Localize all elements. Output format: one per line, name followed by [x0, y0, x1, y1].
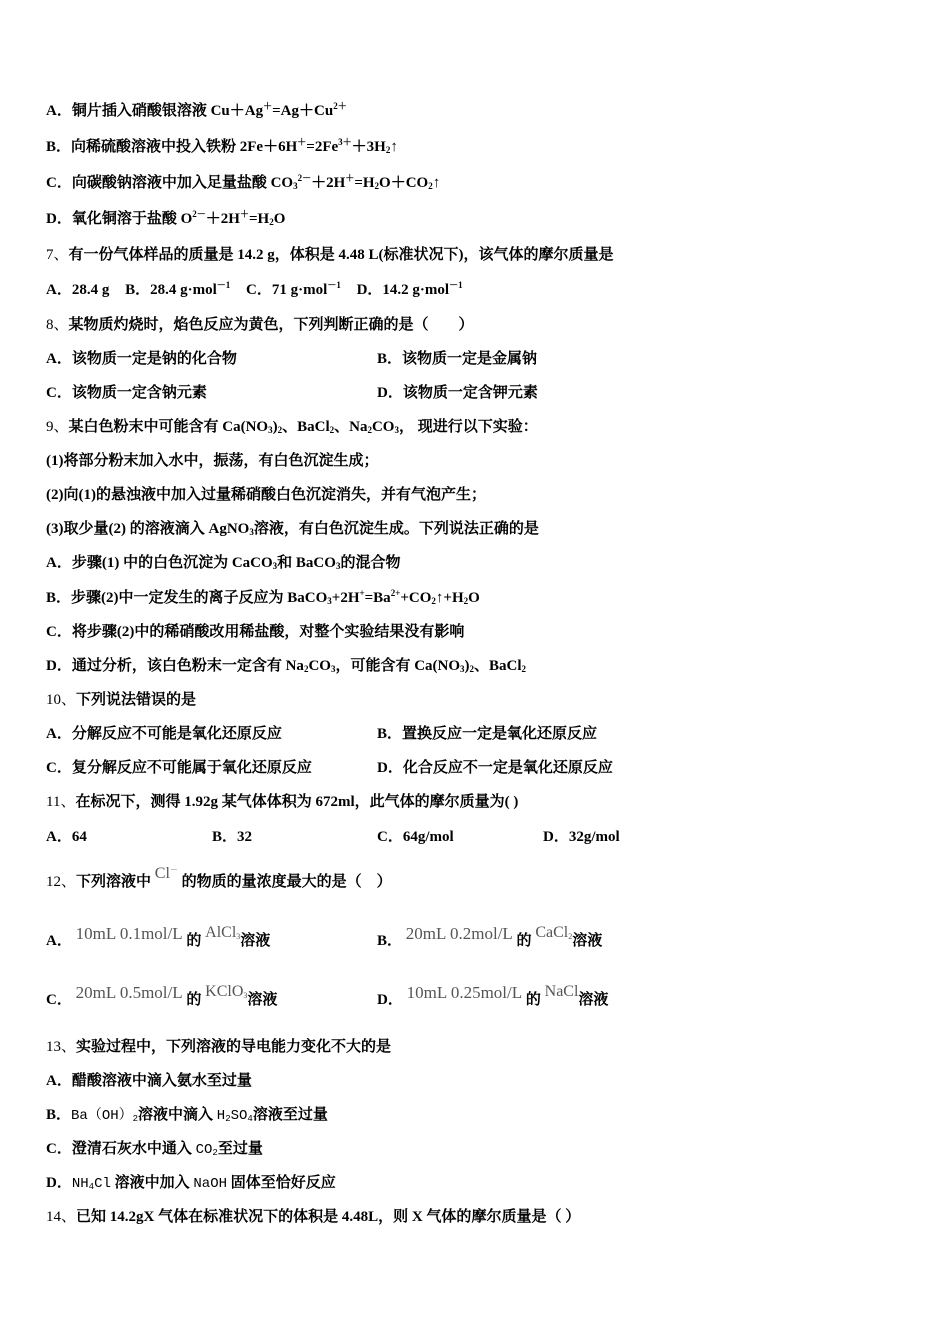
option-letter: C． — [46, 385, 72, 401]
subscript: 3 — [243, 991, 248, 1000]
q11-stem — [46, 792, 518, 812]
step-text: 溶液，有白色沉淀生成。下列说法正确的是 — [253, 521, 539, 537]
option-text: 溶液中加入 — [110, 1175, 194, 1191]
subscript: 2 — [568, 932, 573, 941]
option-text: =Ba — [364, 590, 391, 606]
subscript: 2 — [132, 1114, 139, 1124]
q9-step-1: (1)将部分粉末加入水中，振荡，有白色沉淀生成； — [46, 453, 379, 469]
q12-stem — [46, 865, 392, 892]
question-text: 已知 14.2gX 气体在标准状况下的体积是 4.48L，则 X 气体的摩尔质量是（ ） — [76, 1209, 581, 1225]
q8-stem — [46, 315, 474, 335]
superscript: ＋ — [345, 173, 355, 183]
option-text: ↑ — [432, 175, 441, 191]
option-letter: A． — [46, 103, 72, 119]
q9-step-2: (2)向(1)的悬浊液中加入过量稀硝酸白色沉淀消失，并有气泡产生； — [46, 487, 486, 503]
option-letter: D． — [46, 658, 72, 674]
option-text: 将步骤(2)中的稀硝酸改用稀盐酸，对整个实验结果没有影响 — [71, 624, 465, 640]
superscript: 2－ — [192, 209, 206, 219]
question-number: 8、 — [46, 317, 69, 333]
formula-text: AlCl — [205, 924, 237, 941]
option-text: 至过量 — [217, 1141, 263, 1157]
option-letter: B． — [46, 1107, 72, 1123]
q9-step-3 — [46, 519, 539, 539]
subscript: 3 — [268, 425, 273, 435]
option-letter: A． — [46, 282, 72, 298]
option-letter: C． — [46, 175, 72, 191]
q7-option-a — [46, 282, 109, 298]
question-number: 11、 — [46, 794, 76, 810]
q12-option-b — [377, 924, 603, 951]
option-letter: D． — [377, 992, 403, 1008]
q6-option-a — [46, 101, 347, 121]
superscript: ＋ — [239, 209, 249, 219]
subscript: 3 — [249, 527, 254, 537]
subscript: 4 — [247, 1114, 253, 1124]
q9-option-b — [46, 588, 480, 608]
q10-option-c — [46, 758, 312, 778]
subscript: 2 — [374, 181, 380, 191]
option-text: 步骤(1) 中的白色沉淀为 CaCO — [71, 555, 273, 571]
option-text: 的 — [186, 992, 202, 1008]
option-text: 溶液 — [572, 933, 603, 949]
option-text: ) — [464, 658, 470, 674]
option-text: 该物质一定是钠的化合物 — [71, 351, 237, 367]
option-formula — [205, 983, 247, 1000]
option-text: 分解反应不可能是氧化还原反应 — [71, 726, 282, 742]
option-letter: A． — [46, 933, 72, 949]
option-text: 复分解反应不可能属于氧化还原反应 — [71, 760, 312, 776]
option-amount: 10mL 0.1mol/L — [75, 924, 183, 943]
q8-option-c — [46, 383, 207, 403]
formula-text: KClO — [205, 983, 244, 1000]
option-text: 、BaCl — [474, 658, 522, 674]
superscript: ＋ — [263, 101, 273, 111]
option-text: 向稀硫酸溶液中投入铁粉 2Fe＋6H — [71, 139, 298, 155]
option-text: =2Fe — [306, 139, 339, 155]
option-text: O＋CO — [379, 175, 429, 191]
question-text: ) — [272, 419, 278, 435]
q13-option-a — [46, 1071, 252, 1091]
q10-option-a — [46, 724, 282, 744]
formula-text: NaOH — [193, 1176, 227, 1192]
option-text: +CO — [400, 590, 432, 606]
question-number: 9、 — [46, 419, 69, 435]
option-text: 的 — [186, 933, 202, 949]
option-formula — [205, 924, 240, 941]
q7-option-b — [125, 282, 230, 298]
option-text: ＋3H — [351, 139, 386, 155]
option-text: 澄清石灰水中通入 — [71, 1141, 196, 1157]
subscript: 2 — [212, 1148, 218, 1158]
superscript: + — [359, 588, 365, 598]
option-letter: A． — [46, 351, 72, 367]
formula-text: H — [216, 1108, 226, 1124]
subscript: 4 — [88, 1182, 95, 1192]
option-text: 氧化铜溶于盐酸 O — [71, 211, 193, 227]
option-text: 固体至恰好反应 — [227, 1175, 336, 1191]
q6-option-c — [46, 173, 440, 193]
option-text: 和 BaCO — [277, 555, 336, 571]
q8-option-a — [46, 349, 237, 369]
formula-text: Ba（OH） — [71, 1108, 133, 1124]
option-letter: D． — [356, 282, 383, 298]
option-text: 14.2 g·mol — [382, 282, 450, 298]
option-letter: D． — [46, 1175, 72, 1191]
subscript: 2 — [277, 425, 283, 435]
option-letter: B． — [377, 933, 403, 949]
q12-option-a — [46, 924, 271, 951]
superscript: － — [169, 865, 178, 874]
option-text: 的 — [525, 992, 541, 1008]
subscript: 2 — [329, 425, 335, 435]
option-formula — [545, 983, 579, 1000]
option-text: +2H — [331, 590, 360, 606]
option-text: O — [273, 211, 286, 227]
question-text: 、BaCl — [282, 419, 330, 435]
option-text: ＋2H — [205, 211, 240, 227]
option-letter: C． — [46, 992, 72, 1008]
question-text: 下列溶液中 — [76, 874, 152, 890]
option-text: 28.4 g·mol — [150, 282, 217, 298]
formula-text: NaCl — [544, 983, 579, 1000]
q8-option-d — [377, 383, 538, 403]
formula-text: CO — [195, 1142, 213, 1158]
option-text: 铜片插入硝酸银溶液 Cu＋Ag — [71, 103, 264, 119]
option-text: 该物质一定是金属钠 — [402, 351, 538, 367]
q13-option-c — [46, 1139, 263, 1160]
superscript: 2+ — [390, 588, 401, 598]
option-text: 溶液 — [578, 992, 609, 1008]
q12-option-d — [377, 983, 609, 1010]
subscript: 2 — [269, 217, 274, 227]
option-letter: A． — [46, 726, 72, 742]
subscript: 3 — [330, 664, 336, 674]
option-letter: B． — [46, 590, 72, 606]
subscript: 3 — [460, 664, 465, 674]
option-text: ↑ — [390, 139, 398, 155]
option-letter: A． — [46, 555, 72, 571]
subscript: 2 — [367, 425, 372, 435]
q10-option-b — [377, 724, 597, 744]
option-text: ↑+H — [435, 590, 464, 606]
q13-option-b — [46, 1105, 328, 1126]
q11-option-d — [543, 827, 620, 847]
option-letter: A． — [46, 829, 72, 845]
option-letter: B． — [377, 726, 403, 742]
option-letter: C． — [46, 1141, 72, 1157]
option-text: 化合反应不一定是氧化还原反应 — [402, 760, 613, 776]
q11-option-b — [212, 827, 252, 847]
option-text: 溶液 — [247, 992, 278, 1008]
option-formula — [535, 924, 572, 941]
option-text: 向碳酸钠溶液中加入足量盐酸 CO — [71, 175, 294, 191]
option-text: ＋2H — [311, 175, 346, 191]
q11-option-a — [46, 827, 87, 847]
option-text: 的 — [516, 933, 532, 949]
option-text: =Ag＋Cu — [272, 103, 334, 119]
subscript: 2 — [303, 664, 309, 674]
q6-option-b — [46, 137, 398, 157]
formula-text: CaCl — [535, 924, 569, 941]
option-text: 步骤(2)中一定发生的离子反应为 BaCO — [71, 590, 328, 606]
question-number: 14、 — [46, 1209, 77, 1225]
option-letter: B． — [125, 282, 151, 298]
subscript: 2 — [431, 596, 436, 606]
ion-symbol: Cl — [154, 865, 170, 882]
option-text: ，可能含有 Ca(NO — [335, 658, 461, 674]
chloride-ion-formula — [155, 865, 178, 882]
q7-stem — [46, 245, 614, 265]
q6-option-d — [46, 209, 285, 229]
superscript: －1 — [216, 280, 231, 290]
option-text: 64g/mol — [402, 829, 454, 845]
q9-option-c — [46, 622, 464, 642]
superscript: －1 — [449, 280, 463, 290]
option-text: 32 — [237, 829, 253, 845]
option-text: =H — [354, 175, 375, 191]
subscript: 3 — [293, 181, 298, 191]
option-letter: C． — [46, 624, 72, 640]
question-text: 有一份气体样品的质量是 14.2 g，体积是 4.48 L(标准状况下)，该气体的摩尔质量是 — [68, 247, 614, 263]
superscript: 2－ — [297, 173, 312, 183]
q8-option-b — [377, 349, 537, 369]
subscript: 2 — [385, 145, 391, 155]
subscript: 2 — [521, 664, 527, 674]
option-text: 该物质一定含钾元素 — [402, 385, 538, 401]
option-letter: C． — [377, 829, 403, 845]
question-text: 的物质的量浓度最大的是（ ） — [181, 874, 392, 890]
formula-text: SO — [230, 1108, 248, 1124]
option-letter: C． — [46, 760, 72, 776]
q9-option-a — [46, 553, 400, 573]
question-number: 10、 — [46, 692, 77, 708]
subscript: 2 — [428, 181, 433, 191]
q13-stem — [46, 1037, 391, 1057]
superscript: ＋ — [297, 137, 307, 147]
question-text: CO — [371, 419, 395, 435]
option-text: 28.4 g — [71, 282, 110, 298]
q7-options — [46, 280, 463, 300]
option-text: 醋酸溶液中滴入氨水至过量 — [71, 1073, 252, 1089]
subscript: 2 — [463, 596, 469, 606]
subscript: 2 — [469, 664, 475, 674]
subscript: 3 — [272, 561, 278, 571]
option-text: 32g/mol — [568, 829, 620, 845]
q9-stem — [46, 417, 538, 437]
option-amount: 20mL 0.5mol/L — [75, 983, 183, 1002]
question-text: 、Na — [334, 419, 368, 435]
superscript: 3＋ — [338, 137, 352, 147]
q10-option-d — [377, 758, 613, 778]
formula-text: NH — [71, 1176, 89, 1192]
option-text: 该物质一定含钠元素 — [71, 385, 207, 401]
option-text: O — [468, 590, 480, 606]
option-text: 溶液至过量 — [252, 1107, 328, 1123]
superscript: －1 — [327, 280, 341, 290]
option-text: 溶液 — [240, 933, 271, 949]
q11-option-c — [377, 827, 454, 847]
question-text: 某白色粉末中可能含有 Ca(NO — [68, 419, 269, 435]
superscript: 2＋ — [333, 101, 347, 111]
option-text: 溶液中滴入 — [138, 1107, 217, 1123]
option-letter: D． — [377, 385, 403, 401]
question-text: 下列说法错误的是 — [76, 692, 197, 708]
q7-option-d — [357, 282, 463, 298]
option-letter: D． — [543, 829, 569, 845]
step-text: (3)取少量(2) 的溶液滴入 AgNO — [46, 521, 250, 537]
option-amount: 10mL 0.25mol/L — [406, 983, 523, 1002]
question-text: 实验过程中，下列溶液的导电能力变化不大的是 — [76, 1039, 392, 1055]
option-text: 64 — [71, 829, 87, 845]
question-text: ， 现进行以下实验： — [398, 419, 538, 435]
question-text: 某物质灼烧时，焰色反应为黄色，下列判断正确的是（ ） — [68, 317, 474, 333]
question-number: 13、 — [46, 1039, 77, 1055]
option-text: 置换反应一定是氧化还原反应 — [402, 726, 598, 742]
q7-option-c — [246, 282, 341, 298]
subscript: 2 — [225, 1114, 231, 1124]
option-letter: D． — [46, 211, 72, 227]
subscript: 3 — [335, 561, 341, 571]
question-number: 12、 — [46, 874, 77, 890]
q13-option-d — [46, 1173, 336, 1194]
option-letter: A． — [46, 1073, 72, 1089]
option-text: =H — [248, 211, 270, 227]
question-text: 在标况下，测得 1.92g 某气体体积为 672ml，此气体的摩尔质量为( ) — [75, 794, 519, 810]
q9-option-d — [46, 656, 526, 676]
option-text: 的混合物 — [340, 555, 401, 571]
q10-stem — [46, 690, 196, 710]
q14-stem — [46, 1207, 580, 1227]
formula-text: Cl — [94, 1176, 111, 1192]
option-letter: C． — [246, 282, 272, 298]
option-text: CO — [308, 658, 331, 674]
q12-option-c — [46, 983, 278, 1010]
question-number: 7、 — [46, 247, 69, 263]
option-text: 71 g·mol — [271, 282, 328, 298]
option-amount: 20mL 0.2mol/L — [405, 924, 513, 943]
subscript: 3 — [236, 932, 241, 941]
option-letter: D． — [377, 760, 403, 776]
option-text: 通过分析，该白色粉末一定含有 Na — [71, 658, 304, 674]
subscript: 3 — [327, 596, 332, 606]
subscript: 3 — [394, 425, 399, 435]
option-letter: B． — [46, 139, 72, 155]
option-letter: B． — [377, 351, 403, 367]
option-letter: B． — [212, 829, 238, 845]
